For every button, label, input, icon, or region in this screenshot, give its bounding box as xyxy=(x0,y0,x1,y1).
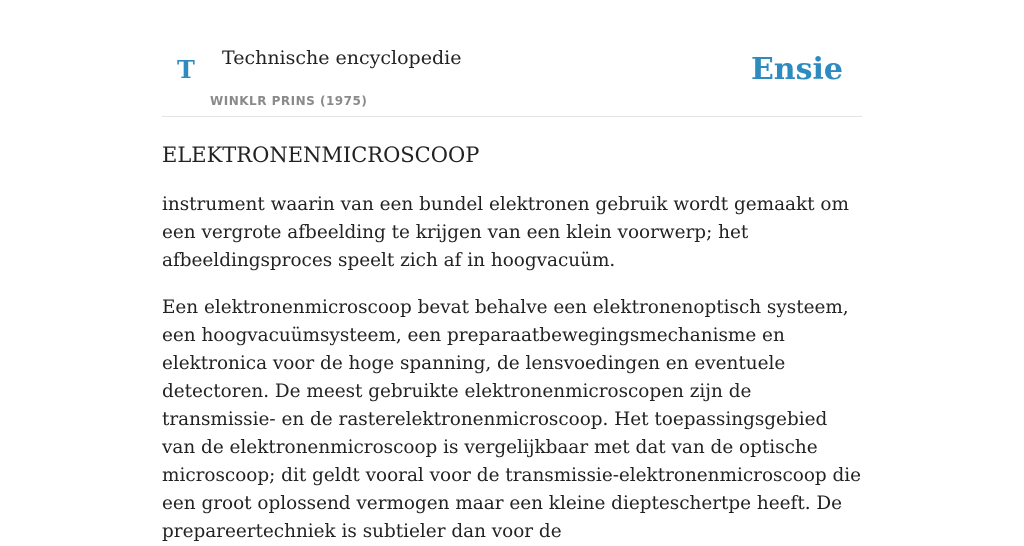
page-header xyxy=(162,0,862,117)
article-paragraph-2: Een elektronenmicroscoop bevat behalve een elektronenoptisch systeem, een hoogvacuümsysteem, een preparaatbewegingsmechanisme en elektronica voor de hoge spanning, de lensvoedingen en eventuele detectoren. De meest gebruikte elektronenmicroscopen zijn de transmissie- en de rasterelektronenmicroscoop. Het toepassingsgebied van de elektronenmicroscoop is vergelijkbaar met dat van de optische microscoop; dit geldt vooral voor de transmissie-elektronenmicroscoop die een groot oplossend vermogen maar een kleine diepteschertpe heeft. De prepareertechniek is subtieler dan voor de xyxy=(162,297,862,542)
encyclopedia-title[interactable]: Technische encyclopedie xyxy=(222,47,462,69)
article xyxy=(162,140,862,546)
article-headword: ELEKTRONENMICROSCOOP xyxy=(162,143,480,167)
ensie-logo[interactable]: Ensie xyxy=(750,52,843,87)
article-paragraph-1: instrument waarin van een bundel elektronen gebruik wordt gemaakt om een vergrote afbeelding te krijgen van een klein voorwerp; het afbeeldingsproces speelt zich af in hoogvacuüm. xyxy=(162,194,849,271)
source-label: WINKLR PRINS (1975) xyxy=(210,94,368,108)
encyclopedia-logo-letter[interactable]: T xyxy=(177,55,195,84)
